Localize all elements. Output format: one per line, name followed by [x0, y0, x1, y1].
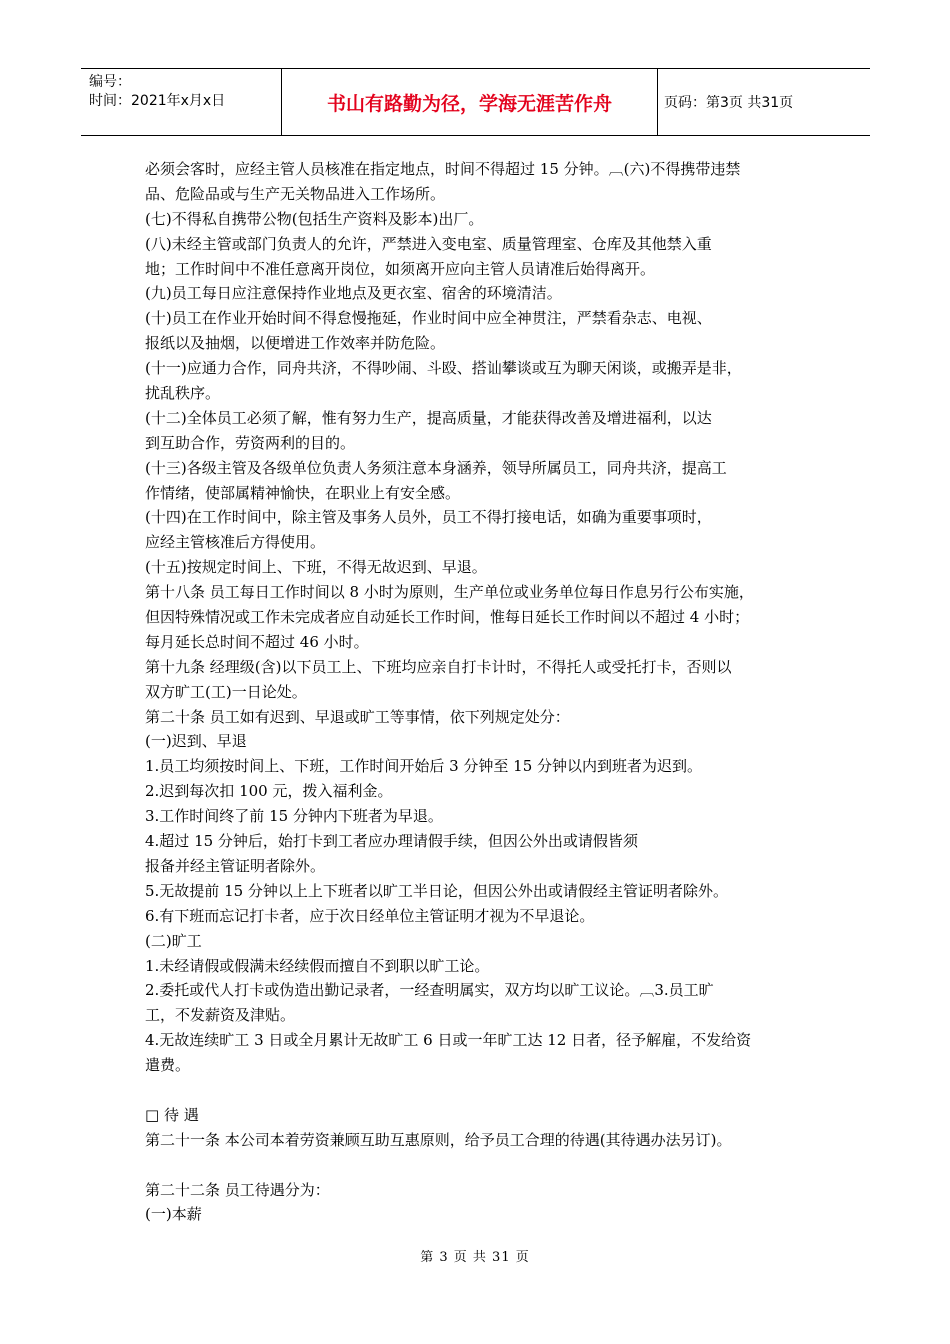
text-line: (七)不得私自携带公物(包括生产资料及影本)出厂。 — [145, 209, 484, 228]
page-footer: 第 3 页 共 31 页 — [420, 1250, 530, 1265]
text-line: 3.工作时间终了前 15 分钟内下班者为早退。 — [145, 807, 443, 826]
blank-line — [145, 1153, 817, 1178]
text-line: 6.有下班而忘记打卡者，应于次日经单位主管证明才视为不早退论。 — [145, 906, 595, 925]
text-line: (十二)全体员工必须了解，惟有努力生产，提高质量，才能获得改善及增进福利，以达 — [145, 408, 712, 427]
blank-line — [145, 1078, 817, 1103]
text-line: 2.委托或代人打卡或伪造出勤记录者，一经查明属实，双方均以旷工议论。︹3.员工旷 — [145, 981, 714, 1000]
text-line: (十)员工在作业开始时间不得怠慢拖延，作业时间中应全神贯注，严禁看杂志、电视、 — [145, 309, 712, 328]
header-motto: 书山有路勤为径，学海无涯苦作舟 — [282, 69, 658, 135]
text-line: 1.员工均须按时间上、下班，工作时间开始后 3 分钟至 15 分钟以内到班者为迟到。 — [145, 757, 703, 776]
text-line: (十三)各级主管及各级单位负责人务须注意本身涵养，领导所属员工，同舟共济，提高工 — [145, 458, 727, 477]
text-line: 报备并经主管证明者除外。 — [145, 856, 326, 875]
text-line: 5.无故提前 15 分钟以上上下班者以旷工半日论，但因公外出或请假经主管证明者除外。 — [145, 881, 728, 900]
text-line: 2.迟到每次扣 100 元，拨入福利金。 — [145, 782, 393, 801]
text-line: 报纸以及抽烟，以便增进工作效率并防危险。 — [145, 334, 446, 353]
text-line: 4.超过 15 分钟后，始打卡到工者应办理请假手续，但因公外出或请假皆须 — [145, 832, 638, 851]
text-line: 应经主管核准后方得使用。 — [145, 533, 326, 552]
text-line: 扰乱秩序。 — [145, 384, 221, 403]
document-body — [145, 157, 817, 1227]
text-line: 第十九条 经理级(含)以下员工上、下班均应亲自打卡计时，不得托人或受托打卡，否则以 — [145, 657, 732, 676]
text-line: (一)本薪 — [145, 1205, 202, 1224]
text-line: 第十八条 员工每日工作时间以 8 小时为原则，生产单位或业务单位每日作息另行公布实施， — [145, 583, 754, 602]
text-line: 第二十二条 员工待遇分为： — [145, 1180, 330, 1199]
text-line: (一)迟到、早退 — [145, 732, 247, 751]
text-line: (十四)在工作时间中，除主管及事务人员外，员工不得打接电话，如确为重要事项时， — [145, 508, 712, 527]
text-line: 第二十一条 本公司本着劳资兼顾互助互惠原则，给予员工合理的待遇(其待遇办法另订)。 — [145, 1130, 732, 1149]
text-line: (十一)应通力合作，同舟共济，不得吵闹、斗殴、搭讪攀谈或互为聊天闲谈，或搬弄是非， — [145, 359, 742, 378]
header-meta-cell — [81, 69, 282, 135]
text-line: 第二十条 员工如有迟到、早退或旷工等事情，依下列规定处分： — [145, 707, 570, 726]
text-line: 地；工作时间中不准任意离开岗位，如须离开应向主管人员请准后始得离开。 — [145, 259, 656, 278]
text-line: 但因特殊情况或工作未完成者应自动延长工作时间，惟每日延长工作时间以不超过 4 小时； — [145, 608, 750, 627]
document-time-label: 时间：2021年x月x日 — [89, 93, 226, 109]
text-line: (九)员工每日应注意保持作业地点及更衣室、宿舍的环境清洁。 — [145, 284, 562, 303]
text-line: 必须会客时，应经主管人员核准在指定地点，时间不得超过 15 分钟。︹(六)不得携带违禁 — [145, 160, 741, 178]
document-number-label: 编号： — [89, 74, 131, 90]
text-line: 遣费。 — [145, 1056, 191, 1075]
document-header — [81, 68, 870, 136]
text-line: □ 待 遇 — [145, 1105, 199, 1124]
text-line: 品、危险品或与生产无关物品进入工作场所。 — [145, 184, 446, 203]
text-line: (十五)按规定时间上、下班，不得无故迟到、早退。 — [145, 558, 487, 577]
text-line: 作情绪，使部属精神愉快，在职业上有安全感。 — [145, 483, 461, 502]
text-line: 到互助合作，劳资两利的目的。 — [145, 433, 356, 452]
text-line: 4.无故连续旷工 3 日或全月累计无故旷工 6 日或一年旷工达 12 日者，径予解雇，不发给资 — [145, 1031, 752, 1050]
text-line: 工，不发薪资及津贴。 — [145, 1006, 296, 1025]
text-line: 双方旷工(工)一日论处。 — [145, 682, 307, 701]
text-line: (八)未经主管或部门负责人的允许，严禁进入变电室、质量管理室、仓库及其他禁入重 — [145, 234, 712, 253]
text-line: 每月延长总时间不超过 46 小时。 — [145, 632, 369, 651]
text-line: 1.未经请假或假满未经续假而擅自不到职以旷工论。 — [145, 956, 490, 975]
header-page-info: 页码：第3页 共31页 — [664, 95, 794, 111]
text-line: (二)旷工 — [145, 931, 202, 950]
